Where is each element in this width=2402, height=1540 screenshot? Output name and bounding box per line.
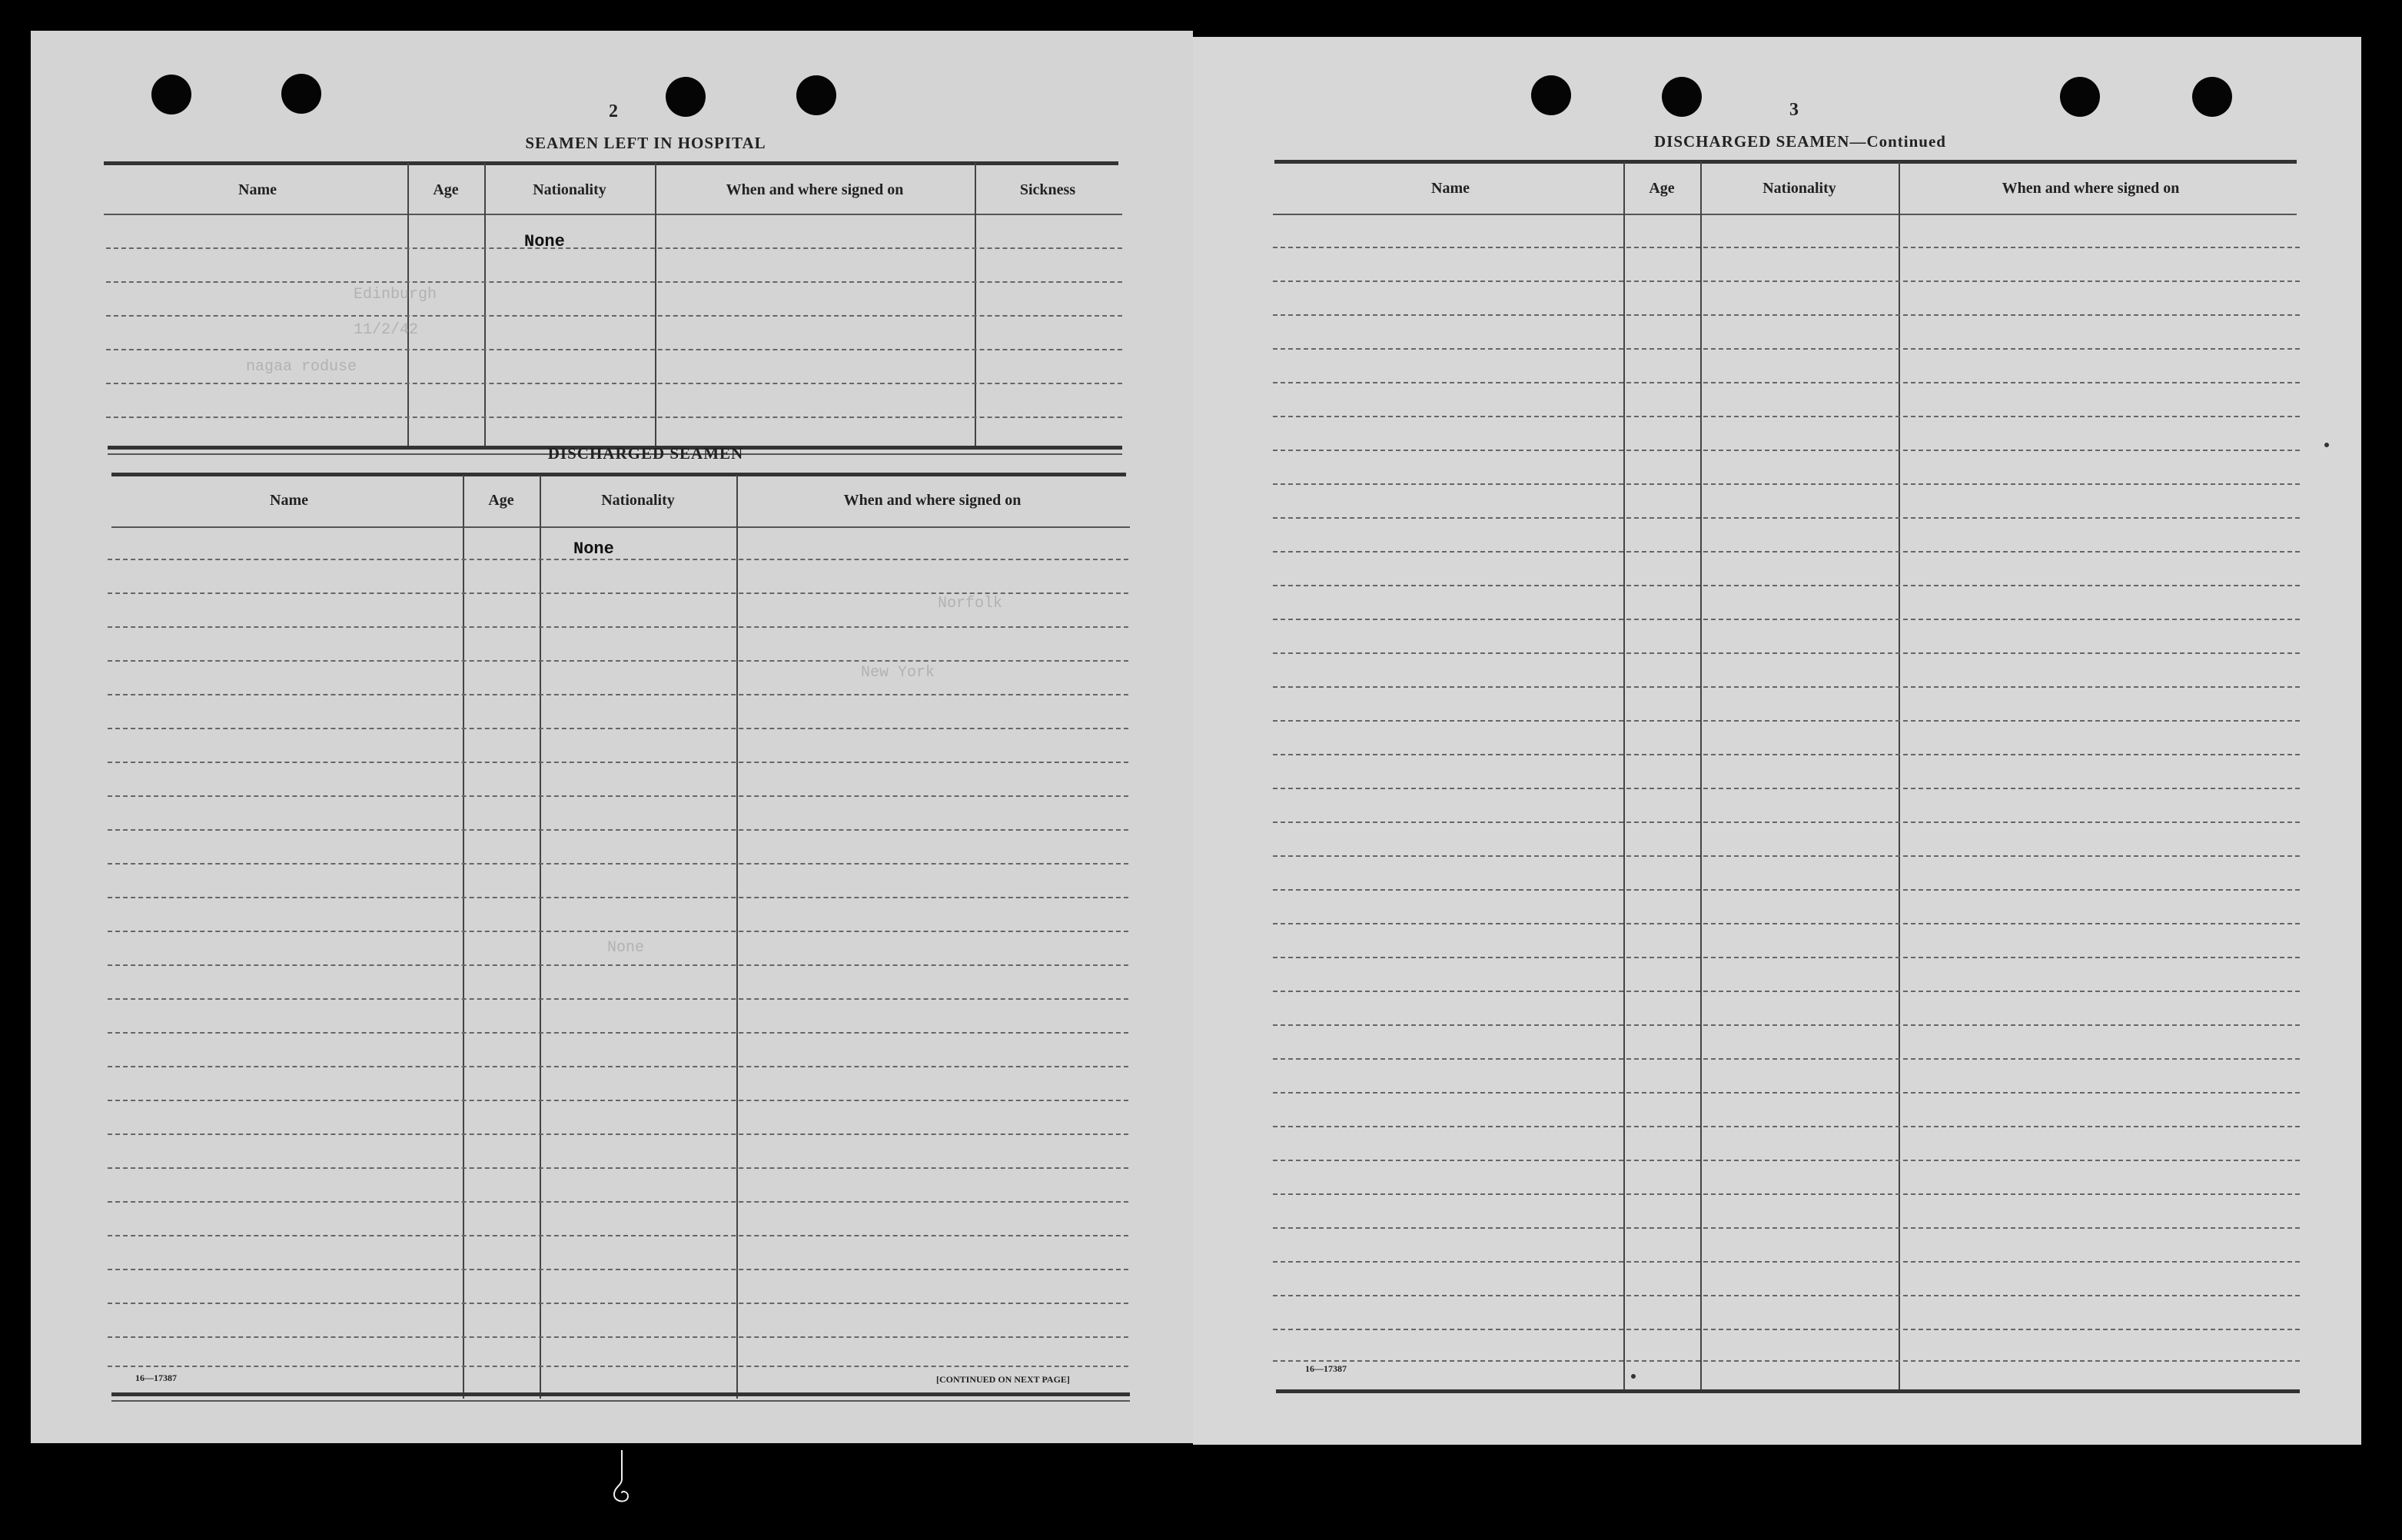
right-page bbox=[1193, 37, 2361, 1445]
column-header-age: Age bbox=[488, 492, 514, 509]
discharged-continued-title: DISCHARGED SEAMEN—Continued bbox=[1654, 132, 1946, 151]
page-number: 3 bbox=[1789, 100, 1799, 120]
bleed-through-text: nagaa roduse bbox=[246, 358, 357, 376]
column-header-name: Name bbox=[270, 492, 308, 509]
column-header-signed-on: When and where signed on bbox=[843, 492, 1022, 509]
discharged-entry-none: None bbox=[573, 539, 614, 559]
page-number: 2 bbox=[609, 101, 618, 121]
left-page bbox=[31, 31, 1193, 1443]
punch-hole bbox=[281, 74, 321, 114]
bleed-through-text: 11/2/42 bbox=[354, 321, 419, 339]
column-header-name: Name bbox=[1431, 180, 1470, 197]
continued-note: [CONTINUED ON NEXT PAGE] bbox=[936, 1374, 1070, 1385]
column-header-name: Name bbox=[238, 181, 277, 198]
punch-hole bbox=[1531, 75, 1571, 115]
punch-hole bbox=[2192, 77, 2232, 117]
punch-hole bbox=[796, 75, 836, 115]
discharged-section-title: DISCHARGED SEAMEN bbox=[547, 444, 744, 463]
form-number: 16—17387 bbox=[1305, 1363, 1347, 1374]
column-header-signed-on: When and where signed on bbox=[2002, 180, 2180, 197]
column-header-sickness: Sickness bbox=[1019, 181, 1076, 198]
column-header-nationality: Nationality bbox=[533, 181, 606, 198]
ink-dot bbox=[1631, 1374, 1636, 1379]
hospital-entry-none: None bbox=[524, 232, 565, 251]
form-number: 16—17387 bbox=[135, 1372, 177, 1383]
column-header-age: Age bbox=[1649, 180, 1675, 197]
bleed-through-text: New York bbox=[861, 664, 935, 682]
bleed-through-text: None bbox=[607, 939, 645, 957]
ink-dot bbox=[2324, 443, 2329, 447]
column-header-age: Age bbox=[433, 181, 459, 198]
column-header-signed-on: When and where signed on bbox=[726, 181, 904, 198]
column-header-nationality: Nationality bbox=[1762, 180, 1836, 197]
bleed-through-text: Norfolk bbox=[938, 595, 1003, 612]
column-header-nationality: Nationality bbox=[601, 492, 675, 509]
bleed-through-text: Edinburgh bbox=[354, 286, 437, 304]
hospital-section-title: SEAMEN LEFT IN HOSPITAL bbox=[525, 134, 766, 152]
punch-hole bbox=[666, 77, 706, 117]
punch-hole bbox=[2060, 77, 2100, 117]
paper-clip bbox=[611, 1449, 634, 1510]
punch-hole bbox=[1662, 77, 1702, 117]
punch-hole bbox=[151, 75, 191, 115]
